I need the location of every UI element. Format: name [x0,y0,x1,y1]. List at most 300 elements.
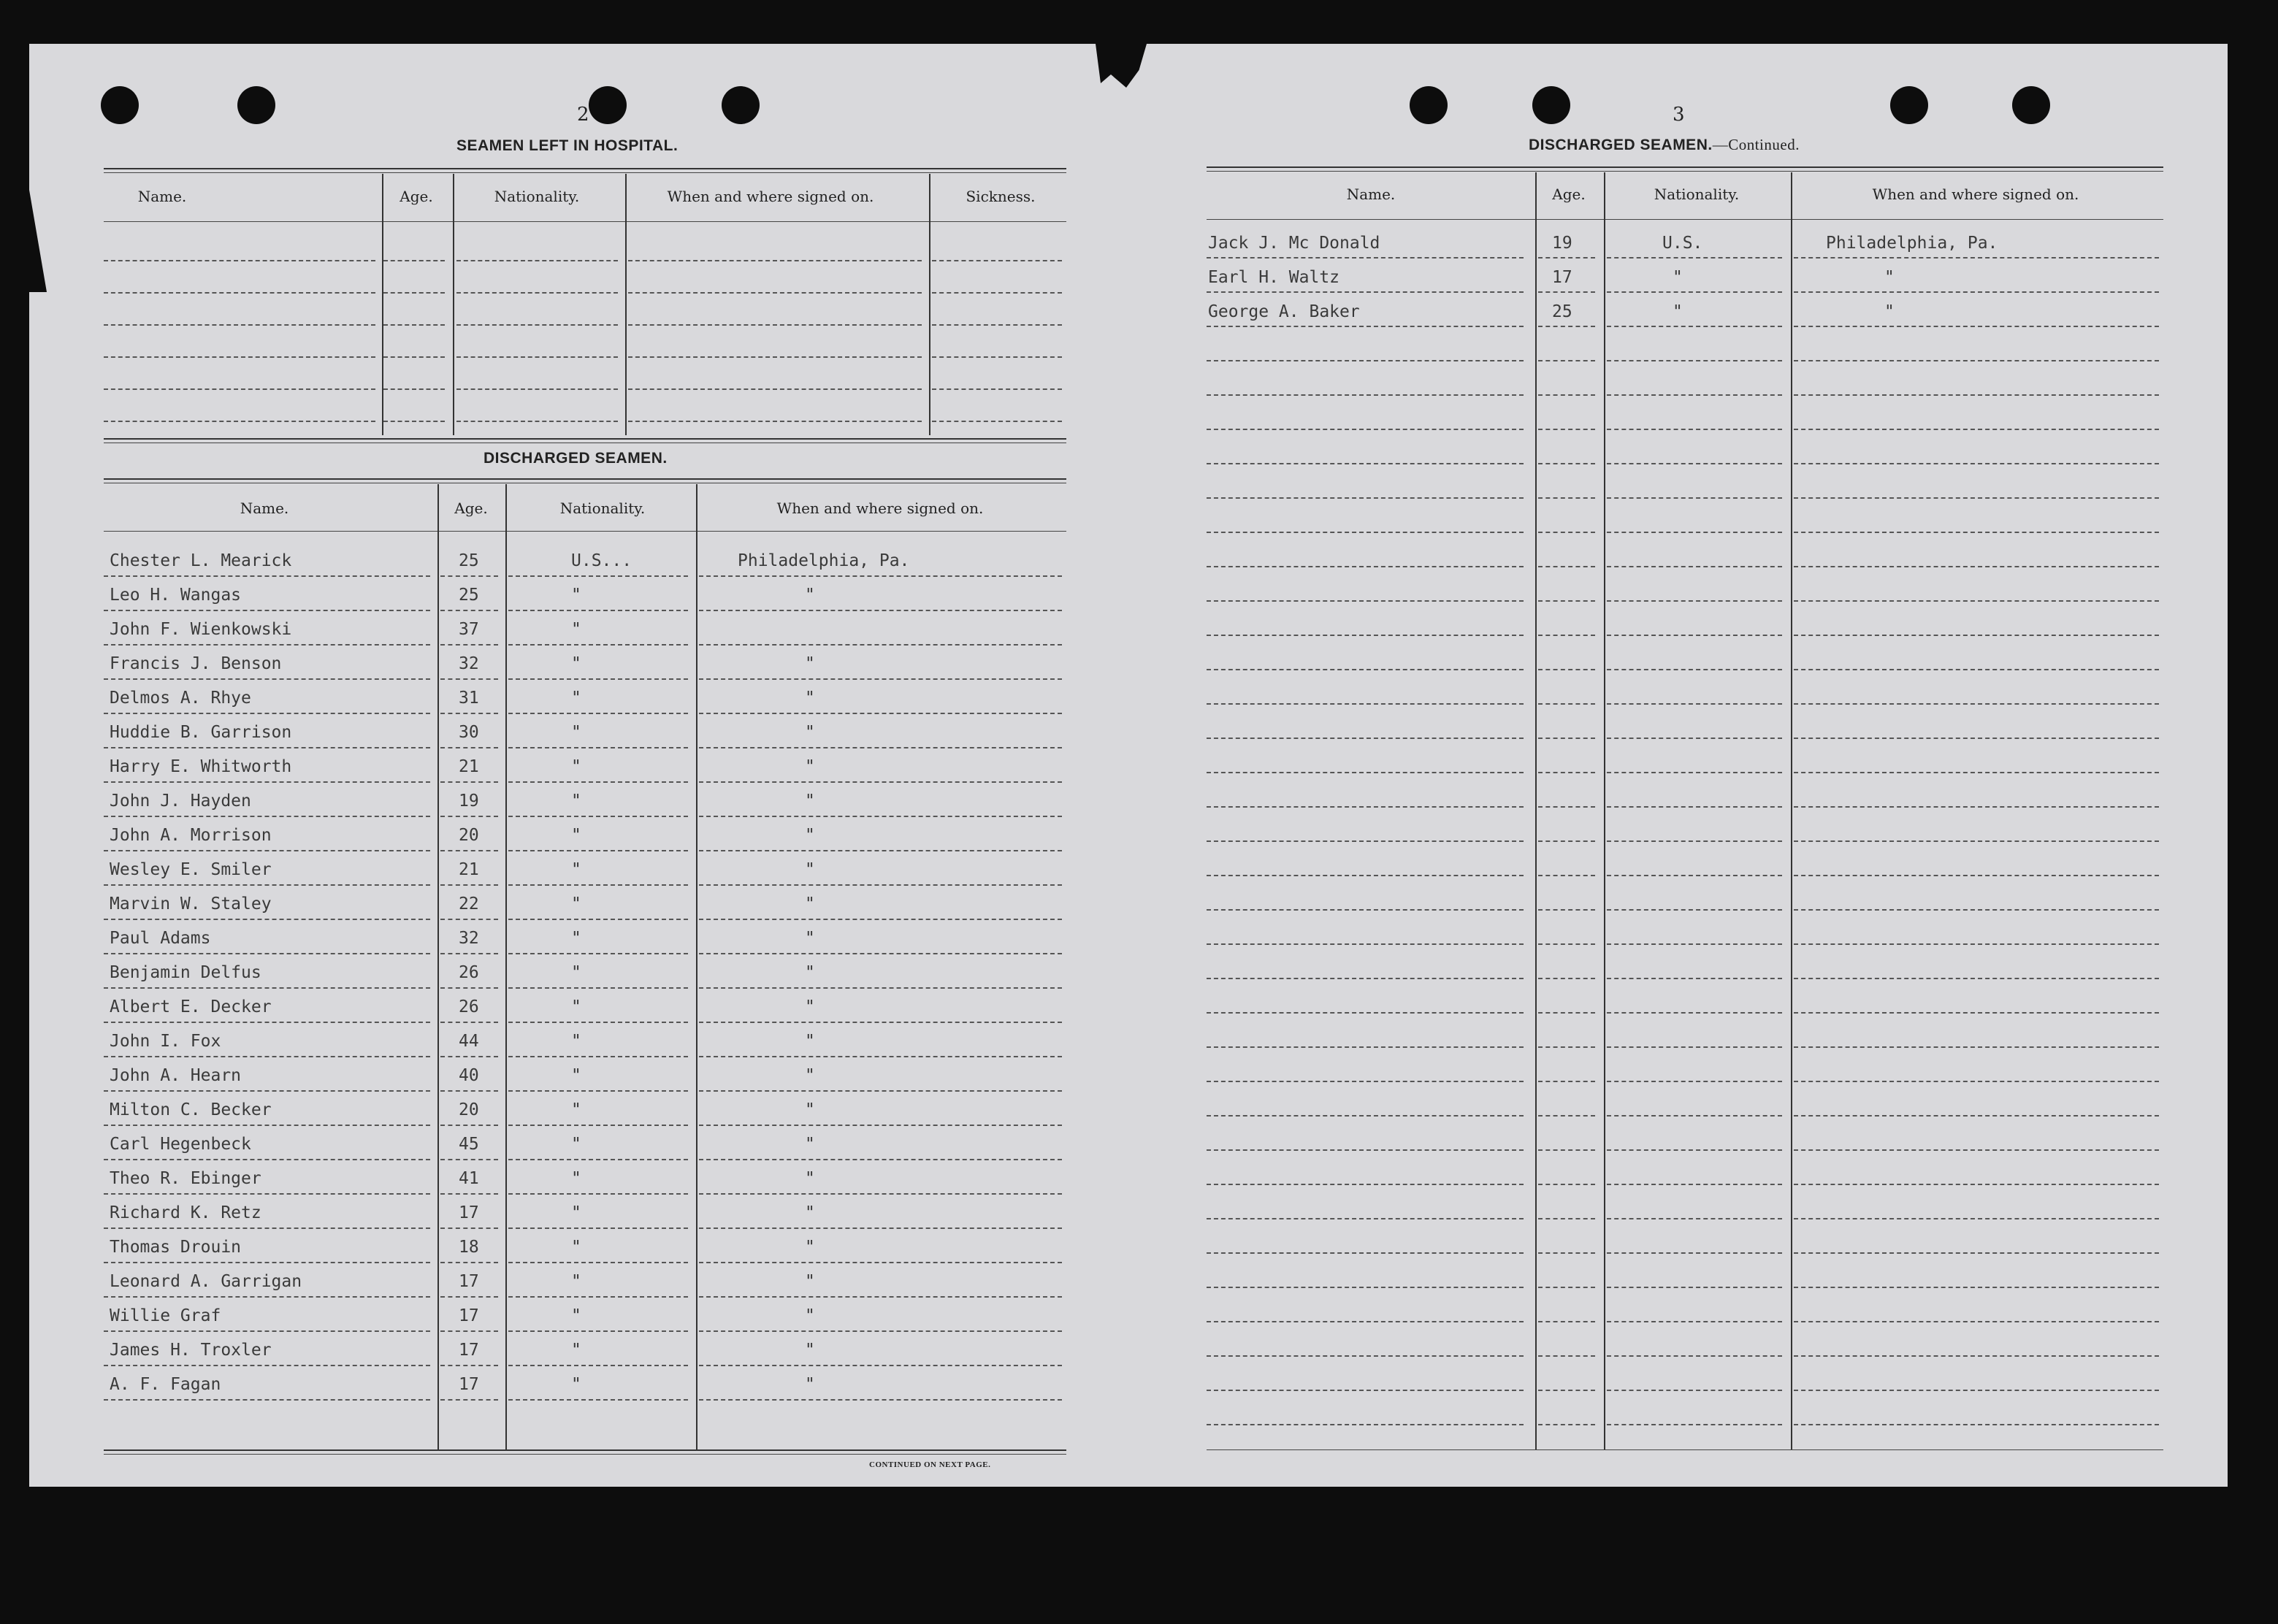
row-line [1794,532,2159,533]
row-line [1607,703,1782,705]
row-line [1607,1287,1782,1288]
cell-age: 21 [459,757,479,776]
row-line [104,713,430,714]
cell-signed-on: " [805,1032,815,1051]
cell-name: John A. Morrison [110,826,272,845]
row-line [699,781,1062,783]
row-line [104,781,430,783]
row-line [508,816,688,817]
column-header: When and where signed on. [776,499,984,517]
row-line [1607,1321,1782,1322]
row-line [104,1330,430,1332]
row-line [1794,703,2159,705]
row-line [440,953,498,954]
row-line [1794,1252,2159,1254]
column-header: Nationality. [559,499,646,517]
cell-signed-on: " [805,1169,815,1188]
row-line [508,1262,688,1263]
row-line [456,292,618,294]
cell-age: 17 [1552,268,1572,287]
cell-age: 17 [459,1341,479,1360]
cell-signed-on: " [805,689,815,708]
row-line [456,324,618,326]
row-line [1207,291,1524,293]
row-line [1538,875,1595,876]
row-line [440,1193,498,1195]
row-line [699,1022,1062,1023]
row-line [440,1262,498,1263]
cell-age: 41 [459,1169,479,1188]
column-header: When and where signed on. [1872,185,2079,203]
cell-name: John F. Wienkowski [110,620,292,639]
row-line [440,1090,498,1092]
row-line [508,1193,688,1195]
row-line [104,1159,430,1160]
row-line [104,1022,430,1023]
cell-signed-on: " [805,860,815,879]
row-line [1794,326,2159,327]
row-line [1207,772,1524,773]
cell-name: George A. Baker [1208,302,1360,321]
row-line [1607,943,1782,945]
row-line [104,1365,430,1366]
row-line [1538,1081,1595,1082]
cell-signed-on: " [805,997,815,1016]
column-header: Age. [1552,185,1586,203]
row-line [1207,1355,1524,1357]
row-line [1794,1390,2159,1391]
cell-signed-on: Philadelphia, Pa. [738,551,910,570]
row-line [508,1159,688,1160]
cell-nationality: " [571,963,581,982]
row-line [440,919,498,920]
cell-age: 17 [459,1306,479,1325]
row-line [1607,497,1782,499]
row-line [1607,1115,1782,1116]
row-line [1607,669,1782,670]
column-header: Nationality. [1654,185,1740,203]
punch-hole [2012,86,2050,124]
cell-signed-on: " [805,826,815,845]
cell-signed-on: " [805,895,815,914]
cell-name: Willie Graf [110,1306,221,1325]
row-line [1207,943,1524,945]
row-line [104,747,430,748]
row-line [1607,1355,1782,1357]
row-line [1607,806,1782,808]
cell-signed-on: " [805,963,815,982]
row-line [1207,1115,1524,1116]
cell-name: Thomas Drouin [110,1238,242,1257]
section-title-discharged: DISCHARGED SEAMEN. [483,450,668,467]
row-line [440,781,498,783]
cell-signed-on: " [805,654,815,673]
row-line [1538,497,1595,499]
row-line [1538,635,1595,636]
column-header: Nationality. [494,188,580,205]
continued-note: CONTINUED ON NEXT PAGE. [869,1460,991,1469]
row-line [628,292,922,294]
row-line [508,1330,688,1332]
row-line [1794,1149,2159,1151]
row-line [1538,326,1595,327]
row-line [440,1296,498,1298]
row-line [1794,909,2159,911]
row-line [1538,1149,1595,1151]
row-line [1607,909,1782,911]
row-line [1607,532,1782,533]
row-line [508,713,688,714]
row-line [699,1330,1062,1332]
cell-age: 40 [459,1066,479,1085]
row-line [699,1056,1062,1057]
row-line [1794,463,2159,464]
row-line [1207,1149,1524,1151]
section-title-discharged-continued [1529,136,1800,154]
row-line [104,1296,430,1298]
cell-name: Carl Hegenbeck [110,1135,251,1154]
cell-age: 25 [459,551,479,570]
cell-signed-on: " [805,723,815,742]
row-line [1794,566,2159,567]
row-line [1207,600,1524,602]
cell-name: Richard K. Retz [110,1203,261,1222]
cell-age: 19 [1552,234,1572,253]
row-line [1207,840,1524,842]
row-line [699,1090,1062,1092]
cell-nationality: " [571,1066,581,1085]
row-line [932,292,1062,294]
row-line [1607,1218,1782,1219]
row-line [1794,497,2159,499]
cell-nationality: " [571,860,581,879]
cell-nationality: " [571,792,581,811]
row-line [1607,394,1782,396]
column-header: Age. [454,499,488,517]
row-line [699,644,1062,646]
cell-name: John A. Hearn [110,1066,242,1085]
row-line [1207,669,1524,670]
row-line [1538,1218,1595,1219]
row-line [1794,360,2159,361]
row-line [104,1056,430,1057]
row-line [456,388,618,390]
row-line [508,610,688,611]
row-line [1207,532,1524,533]
row-line [383,421,445,422]
row-line [1207,1390,1524,1391]
cell-signed-on: " [805,792,815,811]
row-line [932,388,1062,390]
row-line [440,1227,498,1229]
row-line [508,1022,688,1023]
row-line [440,850,498,851]
row-line [1794,1184,2159,1185]
row-line [628,356,922,358]
row-line [508,1227,688,1229]
row-line [699,850,1062,851]
row-line [1607,326,1782,327]
row-line [1207,566,1524,567]
row-line [104,260,375,261]
row-line [1538,1012,1595,1014]
row-line [699,713,1062,714]
row-line [1607,738,1782,739]
column-header: When and where signed on. [667,188,874,205]
cell-age: 45 [459,1135,479,1154]
cell-name: Milton C. Becker [110,1100,272,1119]
cell-name: Leonard A. Garrigan [110,1272,302,1291]
cell-signed-on: " [805,1066,815,1085]
row-line [104,1125,430,1126]
cell-name: Albert E. Decker [110,997,272,1016]
row-line [1538,978,1595,979]
cell-age: 20 [459,826,479,845]
row-line [383,388,445,390]
row-line [508,1090,688,1092]
row-line [383,356,445,358]
row-line [104,1227,430,1229]
row-line [1607,1012,1782,1014]
row-line [1607,1390,1782,1391]
row-line [699,1365,1062,1366]
row-line [932,260,1062,261]
row-line [1607,772,1782,773]
row-line [104,388,375,390]
cell-signed-on: " [805,1375,815,1394]
row-line [508,1125,688,1126]
cell-nationality: " [571,1341,581,1360]
row-line [699,1193,1062,1195]
row-line [699,1399,1062,1401]
cell-nationality: " [571,1169,581,1188]
row-line [1794,257,2159,258]
row-line [508,781,688,783]
row-line [1607,1424,1782,1425]
column-header: Name. [240,499,289,517]
row-line [1794,635,2159,636]
row-line [1207,703,1524,705]
row-line [699,610,1062,611]
row-line [1207,1287,1524,1288]
cell-name: Earl H. Waltz [1208,268,1340,287]
row-line [508,747,688,748]
row-line [440,1330,498,1332]
row-line [1607,1081,1782,1082]
row-line [1538,1046,1595,1048]
cell-name: Benjamin Delfus [110,963,261,982]
cell-name: James H. Troxler [110,1341,272,1360]
row-line [1794,978,2159,979]
cell-age: 30 [459,723,479,742]
row-line [383,260,445,261]
cell-age: 17 [459,1375,479,1394]
row-line [1794,875,2159,876]
cell-age: 20 [459,1100,479,1119]
cell-nationality: " [571,997,581,1016]
cell-age: 31 [459,689,479,708]
row-line [1538,532,1595,533]
row-line [932,324,1062,326]
cell-name: John I. Fox [110,1032,221,1051]
cell-name: Harry E. Whitworth [110,757,292,776]
row-line [628,324,922,326]
cell-age: 17 [459,1203,479,1222]
row-line [1207,738,1524,739]
row-line [628,421,922,422]
row-line [1607,1149,1782,1151]
cell-signed-on: " [805,1306,815,1325]
row-line [1538,943,1595,945]
row-line [1607,1252,1782,1254]
row-line [440,610,498,611]
row-line [1607,360,1782,361]
cell-age: 17 [459,1272,479,1291]
row-line [1794,772,2159,773]
row-line [1207,1218,1524,1219]
row-line [699,575,1062,577]
cell-age: 44 [459,1032,479,1051]
row-line [1794,1012,2159,1014]
row-line [1538,429,1595,430]
section-title-hospital: SEAMEN LEFT IN HOSPITAL. [456,137,679,154]
row-line [1538,1252,1595,1254]
cell-nationality: " [1673,302,1683,321]
row-line [1538,360,1595,361]
column-header: Age. [400,188,433,205]
row-line [1794,429,2159,430]
cell-name: Delmos A. Rhye [110,689,251,708]
row-line [456,356,618,358]
row-line [1207,909,1524,911]
row-line [440,816,498,817]
row-line [699,987,1062,989]
punch-hole [1890,86,1928,124]
row-line [104,575,430,577]
cell-age: 32 [459,654,479,673]
cell-name: Chester L. Mearick [110,551,292,570]
row-line [104,850,430,851]
cell-age: 26 [459,963,479,982]
row-line [1794,1081,2159,1082]
row-line [932,356,1062,358]
cell-age: 32 [459,929,479,948]
row-line [932,421,1062,422]
row-line [104,987,430,989]
cell-nationality: " [571,1203,581,1222]
row-line [440,713,498,714]
row-line [104,610,430,611]
row-line [1538,772,1595,773]
row-line [104,1090,430,1092]
row-line [1794,943,2159,945]
row-line [1538,600,1595,602]
cell-age: 37 [459,620,479,639]
row-line [1207,1252,1524,1254]
row-line [1607,875,1782,876]
row-line [440,884,498,886]
page-number: 3 [1673,104,1685,126]
row-line [1207,463,1524,464]
cell-signed-on: " [1884,268,1895,287]
row-line [1207,875,1524,876]
row-line [1607,978,1782,979]
column-header: Sickness. [966,188,1036,205]
row-line [104,356,375,358]
punch-hole [237,86,275,124]
row-line [1538,909,1595,911]
row-line [508,1365,688,1366]
cell-signed-on: " [805,1238,815,1257]
row-line [1794,1355,2159,1357]
row-line [1207,1046,1524,1048]
row-line [1538,703,1595,705]
column-header: Name. [137,188,187,205]
cell-nationality: " [571,1306,581,1325]
row-line [1794,806,2159,808]
torn-edge [29,190,47,292]
row-line [104,1193,430,1195]
cell-signed-on: Philadelphia, Pa. [1826,234,1998,253]
row-line [104,421,375,422]
row-line [440,678,498,680]
row-line [104,324,375,326]
cell-signed-on: " [805,757,815,776]
row-line [628,388,922,390]
cell-age: 26 [459,997,479,1016]
row-line [628,260,922,261]
punch-hole [722,86,760,124]
row-line [508,644,688,646]
row-line [508,953,688,954]
cell-nationality: U.S... [571,551,632,570]
row-line [440,747,498,748]
row-line [104,884,430,886]
row-line [1538,1424,1595,1425]
row-line [1538,1390,1595,1391]
row-line [1538,1355,1595,1357]
row-line [1207,394,1524,396]
cell-age: 25 [1552,302,1572,321]
row-line [1607,566,1782,567]
cell-name: John J. Hayden [110,792,251,811]
cell-nationality: " [571,1375,581,1394]
row-line [1538,1115,1595,1116]
cell-age: 25 [459,586,479,605]
cell-nationality: " [571,1238,581,1257]
ledger-page-spread [29,44,2228,1487]
row-line [1794,291,2159,293]
cell-name: Francis J. Benson [110,654,282,673]
row-line [508,850,688,851]
row-line [1538,840,1595,842]
row-line [1207,978,1524,979]
row-line [1207,1012,1524,1014]
row-line [440,987,498,989]
cell-signed-on: " [805,1100,815,1119]
row-line [1794,1424,2159,1425]
title-text: DISCHARGED SEAMEN. [1529,137,1713,153]
row-line [1207,806,1524,808]
title-suffix: —Continued. [1712,136,1800,153]
cell-name: Leo H. Wangas [110,586,242,605]
row-line [104,644,430,646]
row-line [1794,1218,2159,1219]
cell-nationality: " [571,586,581,605]
row-line [1607,291,1782,293]
torn-edge [1096,44,1147,88]
row-line [1607,257,1782,258]
